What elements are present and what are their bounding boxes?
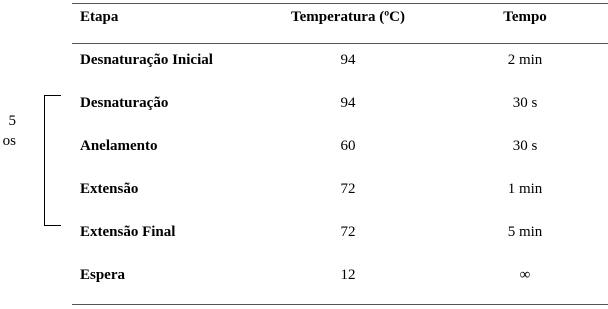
row-time: 1 min	[507, 181, 543, 197]
row-time: 30 s	[512, 95, 538, 111]
row-temperature: 72	[340, 224, 356, 240]
row-step: Desnaturação	[80, 95, 169, 111]
row-time: 5 min	[507, 224, 543, 240]
row-step: Espera	[80, 267, 125, 283]
row-time: 30 s	[512, 138, 538, 154]
cycles-count: 5	[8, 113, 16, 129]
header-time: Tempo	[503, 9, 547, 25]
cycle-bracket	[44, 95, 61, 226]
row-temperature: 94	[340, 95, 356, 111]
row-time: ∞	[519, 267, 531, 283]
table-header-rule	[72, 43, 608, 44]
cycles-label	[0, 111, 16, 151]
table-bottom-rule	[72, 304, 608, 305]
row-temperature: 12	[340, 267, 356, 283]
row-step: Extensão Final	[80, 224, 176, 240]
row-temperature: 94	[340, 52, 356, 68]
row-time: 2 min	[507, 52, 543, 68]
table-top-rule	[72, 3, 608, 4]
row-step: Anelamento	[80, 138, 158, 154]
row-temperature: 72	[340, 181, 356, 197]
row-step: Extensão	[80, 181, 139, 197]
header-temperature: Temperatura (ºC)	[291, 9, 405, 25]
row-step: Desnaturação Inicial	[80, 52, 213, 68]
cycles-word: os	[2, 133, 16, 149]
header-step: Etapa	[80, 9, 119, 25]
row-temperature: 60	[340, 138, 356, 154]
